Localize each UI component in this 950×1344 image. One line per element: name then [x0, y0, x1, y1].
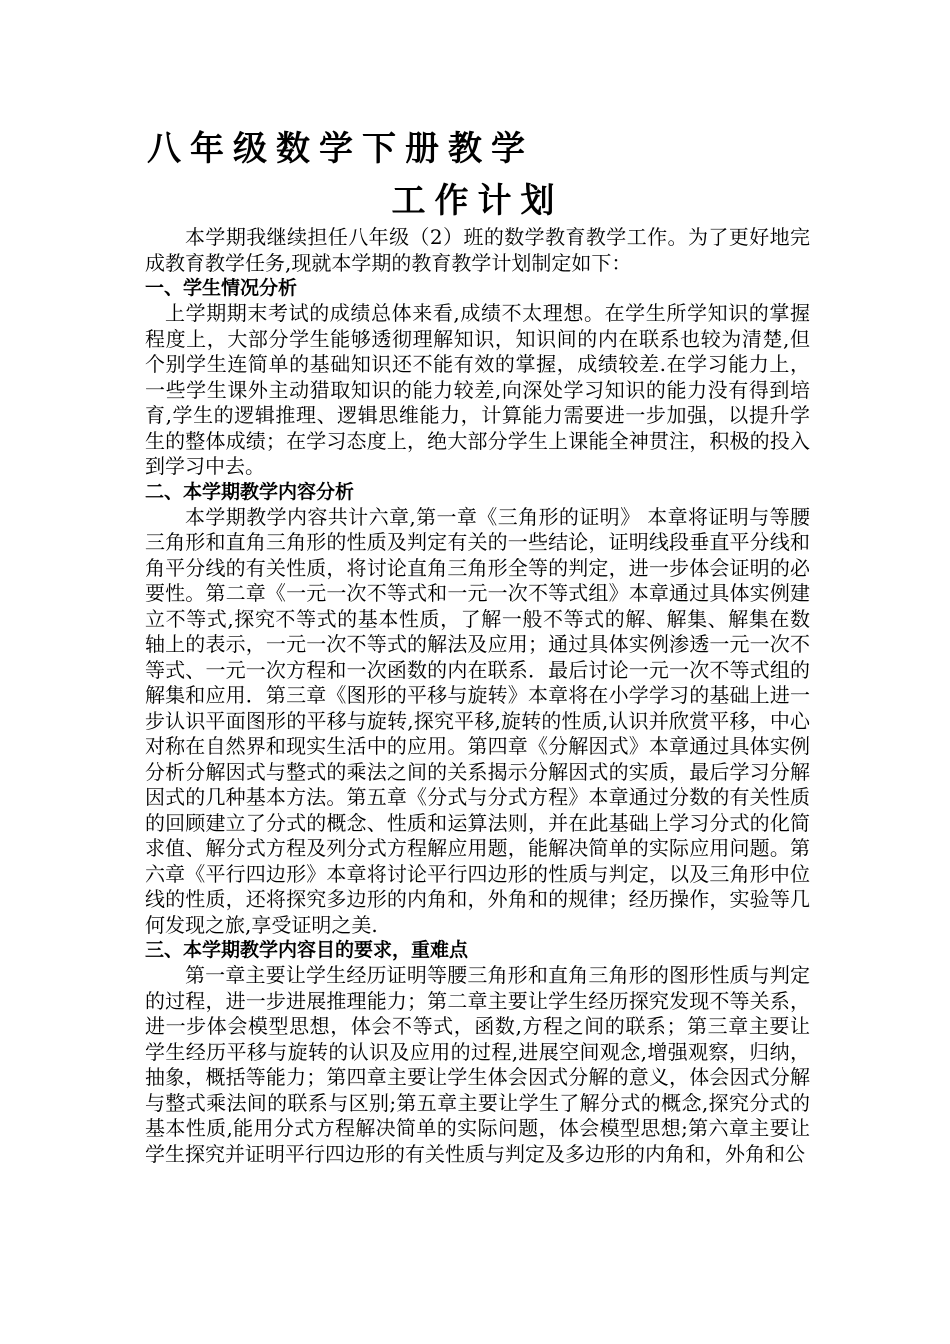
- intro-paragraph: 本学期我继续担任八年级（2）班的数学教育教学工作。为了更好地完成教育教学任务,现就本学期的教育教学计划制定如下：: [145, 225, 810, 275]
- document-page: [145, 125, 810, 1167]
- section2-heading: 二、本学期教学内容分析: [145, 480, 355, 503]
- section3-heading: 三、本学期教学内容目的要求，重难点: [145, 939, 469, 961]
- document-title-line2: 工作计划: [391, 181, 564, 221]
- section1-paragraph: 上学期期末考试的成绩总体来看,成绩不太理想。在学生所学知识的掌握程度上，大部分学生能够透彻理解知识，知识间的内在联系也较为清楚,但个别学生连简单的基础知识还不能有效的掌握，成绩较差.在学习能力上，一些学生课外主动猎取知识的能力较差,向深处学习知识的能力没有得到培育,学生的逻辑推理、逻辑思维能力，计算能力需要进一步加强，以提升学生的整体成绩；在学习态度上，绝大部分学生上课能全神贯注，积极的投入到学习中去。: [145, 301, 810, 478]
- document-title-line1: 八年级数学下册教学: [147, 129, 534, 169]
- section2-paragraph: 本学期教学内容共计六章,第一章《三角形的证明》 本章将证明与等腰三角形和直角三角形的性质及判定有关的一些结论，证明线段垂直平分线和角平分线的有关性质，将讨论直角三角形全等的判定，进一步体会证明的必要性。第二章《一元一次不等式和一元一次不等式组》本章通过具体实例建立不等式,探究不等式的基本性质，了解一般不等式的解、解集、解集在数轴上的表示，一元一次不等式的解法及应用；通过具体实例渗透一元一次不等式、一元一次方程和一次函数的内在联系．最后讨论一元一次不等式组的解集和应用．第三章《图形的平移与旋转》本章将在小学学习的基础上进一步认识平面图形的平移与旋转,探究平移,旋转的性质,认识并欣赏平移，中心对称在自然界和现实生活中的应用。第四章《分解因式》本章通过具体实例分析分解因式与整式的乘法之间的关系揭示分解因式的实质，最后学习分解因式的几种基本方法。第五章《分式与分式方程》本章通过分数的有关性质的回顾建立了分式的概念、性质和运算法则，并在此基础上学习分式的化简求值、解分式方程及列分式方程解应用题，能解决简单的实际应用问题。第六章《平行四边形》本章将讨论平行四边形的性质与判定，以及三角形中位线的性质，还将探究多边形的内角和，外角和的规律；经历操作，实验等几何发现之旅,享受证明之美.: [145, 504, 810, 937]
- section3-paragraph: 第一章主要让学生经历证明等腰三角形和直角三角形的图形性质与判定的过程，进一步进展推理能力；第二章主要让学生经历探究发现不等关系，进一步体会模型思想，体会不等式，函数,方程之间的联系；第三章主要让学生经历平移与旋转的认识及应用的过程,进展空间观念,增强观察，归纳，抽象，概括等能力；第四章主要让学生体会因式分解的意义，体会因式分解与整式乘法间的联系与区别;第五章主要让学生了解分式的概念,探究分式的基本性质,能用分式方程解决简单的实际问题，体会模型思想;第六章主要让学生探究并证明平行四边形的有关性质与判定及多边形的内角和，外角和公: [145, 963, 810, 1166]
- section1-heading: 一、学生情况分析: [145, 277, 298, 299]
